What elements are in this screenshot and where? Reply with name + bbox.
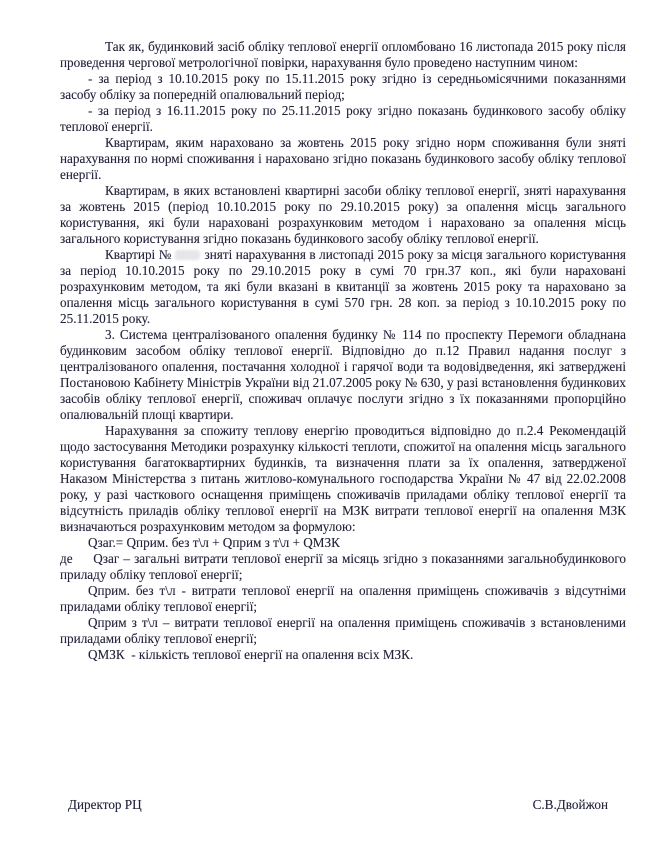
- paragraph-norm-apartments: Квартирам, яким нараховано за жовтень 2015 року згідно норм споживання були зняті нарахування по нормі споживання і нараховано згідно показань будинкового засобу обліку теплової енергії.: [60, 135, 626, 182]
- formula-definition-qzag: де Qзаг – загальні витрати теплової енергії за місяць згідно з показаннями загальнобудинкового приладу обліку теплової енергії;: [60, 551, 626, 582]
- signer-name: С.В.Двойжон: [532, 797, 608, 812]
- redacted-apartment-number: [175, 250, 200, 260]
- signer-title: Директор РЦ: [68, 797, 142, 812]
- paragraph-metering-sealed: Так як, будинковий засіб обліку теплової енергії опломбовано 16 листопада 2015 року після проведення чергової метрологічної повірки, нарахування було проведено наступним чином:: [60, 39, 626, 70]
- document-text-block: [60, 39, 626, 663]
- paragraph-heating-system: 3. Система централізованого опалення будинку № 114 по проспекту Перемоги обладнана будинковим засобом обліку теплової енергії. Відповідно до п.12 Правил надання послуг з централізованого опалення, постачання холодної і гарячої води та водовідведення, які затверджені Постановою Кабінету Міністрів України від 21.07.2005 року № 630, у разі встановлення будинкових засобів обліку теплової енергії, споживач оплачує послуги згідно з їх показаннями пропорційно опалювальній площі квартири.: [60, 327, 626, 422]
- apartment-recalc-text: зняті нарахування в листопаді 2015 року за місця загального користування за період 10.10.2015 року по 29.10.2015 року в сумі 70 грн.37 коп., які були нараховані розрахунковим методом, та які були вказані в квитанції за жовтень 2015 року та нараховано за опалення місць загального користування в сумі 570 грн. 28 коп. за період з 10.10.2015 року по 25.11.2015 року.: [60, 247, 626, 326]
- paragraph-apartment-recalc: [60, 247, 626, 327]
- formula-line: Qзаг.= Qприм. без т\л + Qприм з т\л + QМЗК: [88, 535, 340, 550]
- formula-definition-qprym-without: Qприм. без т\л - витрати теплової енергії на опалення приміщень споживачів з відсутніми приладами обліку теплової енергії;: [60, 583, 626, 614]
- paragraph-calculation-method: Нарахування за спожиту теплову енергію проводиться відповідно до п.2.4 Рекомендацій щодо застосування Методики розрахунку кількості теплоти, спожитої на опалення місць загального користування багатоквартирних будинків, та визначення плати за їх опалення, затвердженої Наказом Міністерства з питань житлово-комунального господарства України № 47 від 22.02.2008 року, у разі часткового оснащення приміщень споживачів приладами обліку теплової енергії та відсутність приладів обліку теплової енергії на МЗК витрати теплової енергії на опалення МЗК визначаються розрахунковим методом за формулою:: [60, 423, 626, 534]
- apartment-number-prefix: Квартирі №: [105, 247, 172, 262]
- signature-block: [60, 797, 610, 813]
- formula-definition-qmzk: QМЗК - кількість теплової енергії на опалення всіх МЗК.: [88, 647, 414, 662]
- paragraph-period-meter: - за період з 16.11.2015 року по 25.11.2015 року згідно показань будинкового засобу обліку теплової енергії.: [60, 103, 626, 134]
- paragraph-metered-apartments: Квартирам, в яких встановлені квартирні засоби обліку теплової енергії, зняті нарахування за жовтень 2015 (період 10.10.2015 року по 29.10.2015 року) за опалення місць загального користування, які були нараховані розрахунковим методом і нараховано за опалення місць загального користування згідно показань будинкового засобу обліку теплової енергії.: [60, 183, 626, 246]
- paragraph-period-average: - за період з 10.10.2015 року по 15.11.2015 року згідно із середньомісячними показаннями засобу обліку за попередній опалювальний період;: [60, 71, 626, 102]
- formula-definition-qprym-with: Qприм з т\л – витрати теплової енергії на опалення приміщень споживачів з встановленими приладами обліку теплової енергії;: [60, 615, 626, 646]
